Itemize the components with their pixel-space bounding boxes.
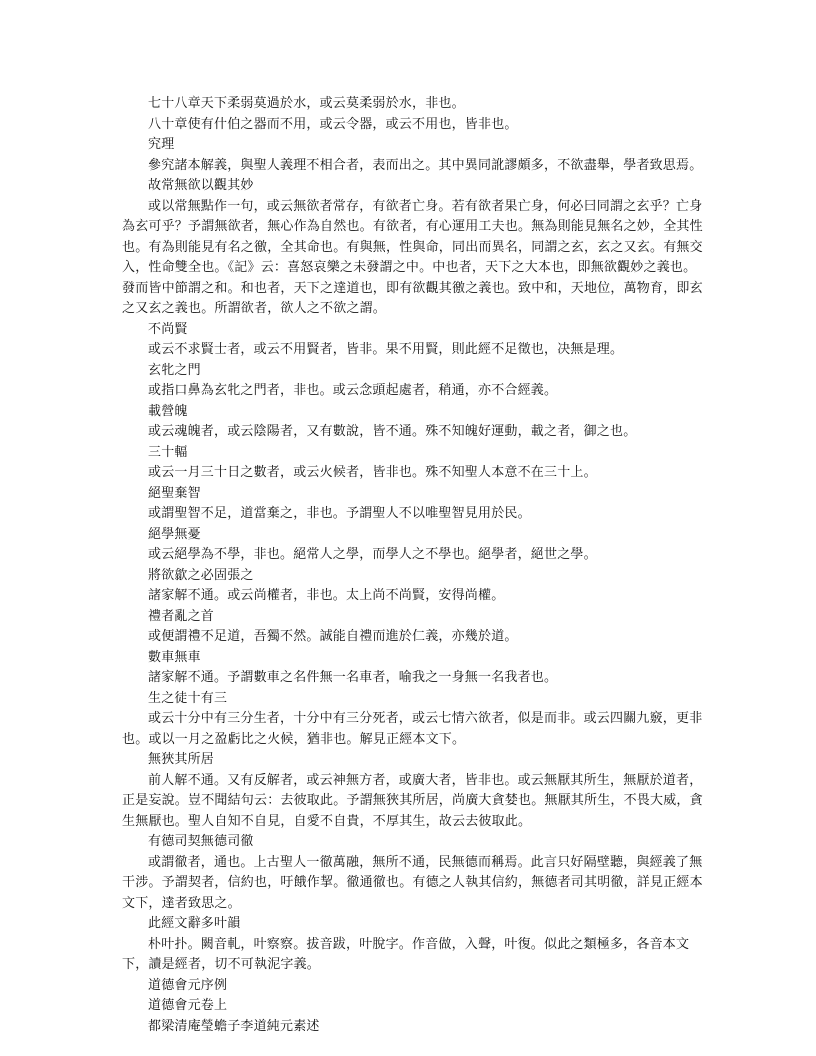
heading-juexuewuyou: 絕學無憂 <box>148 526 201 542</box>
heading-lizhe: 禮者亂之首 <box>148 608 215 624</box>
para-jiangyuxi: 諸家解不通。或云尚權者，非也。太上尚不尚賢，安得尚權。 <box>148 588 505 603</box>
para-wuxia: 前人解不通。又有反解者，或云神無方者，或廣大者，皆非也。或云無厭其所生，無厭於道者，正是妄說。豈不聞結句云：去彼取此。予謂無狹其所居，尚廣大貪婪也。無厭其所生，不畏大威，貪生無厭也。聖人自知不自見，自愛不自貴，不厚其生，故云去彼取此。 <box>122 772 703 829</box>
text-block <box>122 94 704 1037</box>
heading-shengzhitu: 生之徒十有三 <box>148 690 228 706</box>
para-zaiyingpo: 或云魂魄者，或云陰陽者，又有數說，皆不通。殊不知魄好運動，載之者，御之也。 <box>148 424 637 439</box>
para-shengzhitu: 或云十分中有三分生者，十分中有三分死者，或云七情六欲者，似是而非。或云四關九竅，更非也。或以一月之盈虧比之火候，猶非也。解見正經本文下。 <box>122 711 703 747</box>
heading-xuanpin: 玄牝之門 <box>148 362 201 378</box>
heading-xuli: 道德會元序例 <box>148 977 228 993</box>
para-lizhe: 或便謂禮不足道，吾獨不然。誠能自禮而進於仁義，亦幾於道。 <box>148 629 518 644</box>
heading-zaiyingpo: 載營魄 <box>148 403 188 419</box>
heading-jiangyuxi: 將欲歙之必固張之 <box>148 567 254 583</box>
heading-jiuli: 究理 <box>148 137 175 152</box>
para-shuche: 諸家解不通。予謂數車之名件無一名車者，喻我之一身無一名我者也。 <box>148 670 558 685</box>
para-jiuli: 參究諸本解義，與聖人義理不相合者，表而出之。其中異同訛謬頗多，不欲盡舉，學者致思焉。 <box>148 157 703 173</box>
heading-xieyun: 此經文辭多叶韻 <box>148 916 241 931</box>
para-bushangxian: 或云不求賢士者，或云不用賢者，皆非。果不用賢，則此經不足徵也，决無是理。 <box>148 342 624 357</box>
para-ch80: 八十章使有什伯之器而不用，或云令器，或云不用也，皆非也。 <box>148 116 518 132</box>
para-jueshengqizhi: 或謂聖智不足，道當棄之，非也。予謂聖人不以唯聖智見用於民。 <box>148 506 531 521</box>
para-ch78: 七十八章天下柔弱莫過於水，或云莫柔弱於水，非也。 <box>148 96 465 111</box>
para-youde: 或謂徹者，通也。上古聖人一徹萬融，無所不通，民無德而稱焉。此言只好隔壁聽，與經義了無干涉。予謂契者，信約也，吁餓作挈。徹通徹也。有德之人執其信約，無德者司其明徹，詳見正經本文下，達者致思之。 <box>122 854 703 911</box>
heading-changwuyu: 故常無欲以觀其妙 <box>148 178 254 193</box>
para-xuanpin: 或指口鼻為玄牝之門者，非也。或云念頭起處者，稍通，亦不合經義。 <box>148 383 558 398</box>
para-changwuyu: 或以常無點作一句，或云無欲者常存，有欲者亡身。若有欲者果亡身，何必曰同謂之玄乎？亡身為玄可乎？予謂無欲者，無心作為自然也。有欲者，有心運用工夫也。無為則能見無名之妙，全其性也。有為則能見有名之徼，全其命也。有與無，性與命，同出而異名，同謂之玄，玄之又玄。有無交入，性命雙全也。《記》云：喜怒哀樂之未發謂之中。中也者，天下之大本也，即無欲觀妙之義也。發而皆中節謂之和。和也者，天下之達道也，即有欲觀其徼之義也。致中和，天地位，萬物育，即玄之又玄之義也。所謂欲者，欲人之不欲之謂。 <box>122 198 703 316</box>
heading-jueshengqizhi: 絕聖棄智 <box>148 485 201 501</box>
heading-shuche: 數車無車 <box>148 649 201 665</box>
heading-wuxia: 無狹其所居 <box>148 752 215 767</box>
heading-juanshang: 道德會元卷上 <box>148 998 228 1013</box>
heading-bushangxian: 不尚賢 <box>148 321 188 337</box>
heading-sanshifu: 三十輻 <box>148 444 188 460</box>
para-xieyun: 朴叶扑。闕音軋，叶察察。拔音跋，叶脫字。作音做，入聲，叶復。似此之類極多，各音本文下，讀是經者，切不可執泥字義。 <box>122 936 690 972</box>
para-juexuewuyou: 或云絕學為不學，非也。絕常人之學，而學人之不學也。絕學者，絕世之學。 <box>148 547 597 562</box>
heading-youde: 有德司契無德司徹 <box>148 834 254 849</box>
para-sanshifu: 或云一月三十日之數者，或云火候者，皆非也。殊不知聖人本意不在三十上。 <box>148 465 597 480</box>
author-line: 都梁清庵瑩蟾子李道純元素述 <box>148 1018 320 1034</box>
